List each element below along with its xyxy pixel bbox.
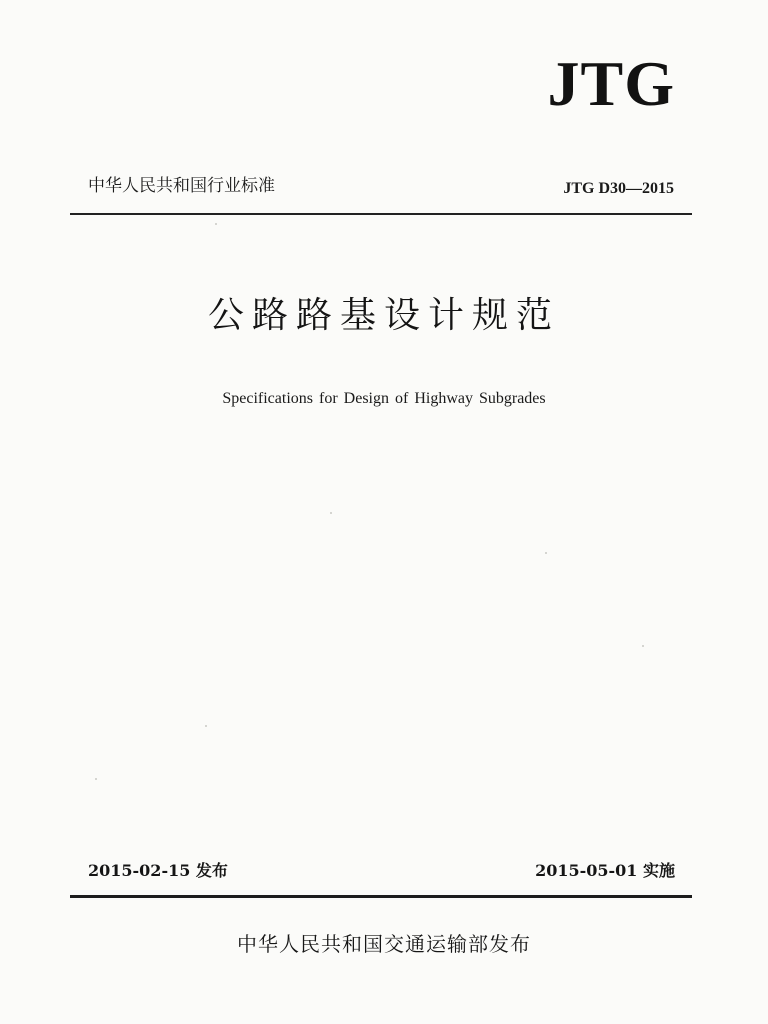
implementation-date: 2015-05-01 实施 [535,861,675,880]
scan-speck [95,778,97,780]
scan-speck [545,552,547,554]
publisher: 中华人民共和国交通运输部发布 [237,932,531,956]
jtg-logo: JTG [547,48,675,119]
document-title-english: Specifications for Design of Highway Subgrades [222,390,546,407]
standard-category: 中华人民共和国行业标准 [88,176,275,196]
header-divider [70,213,692,215]
scan-speck [205,725,207,727]
document-title-chinese: 公路路基设计规范 [207,295,560,336]
scan-speck [330,512,332,514]
issue-date: 2015-02-15 发布 [88,861,228,880]
scan-speck [215,223,217,225]
scan-speck [642,645,644,647]
standard-number: JTG D30—2015 [563,180,674,197]
footer-divider [70,895,692,898]
